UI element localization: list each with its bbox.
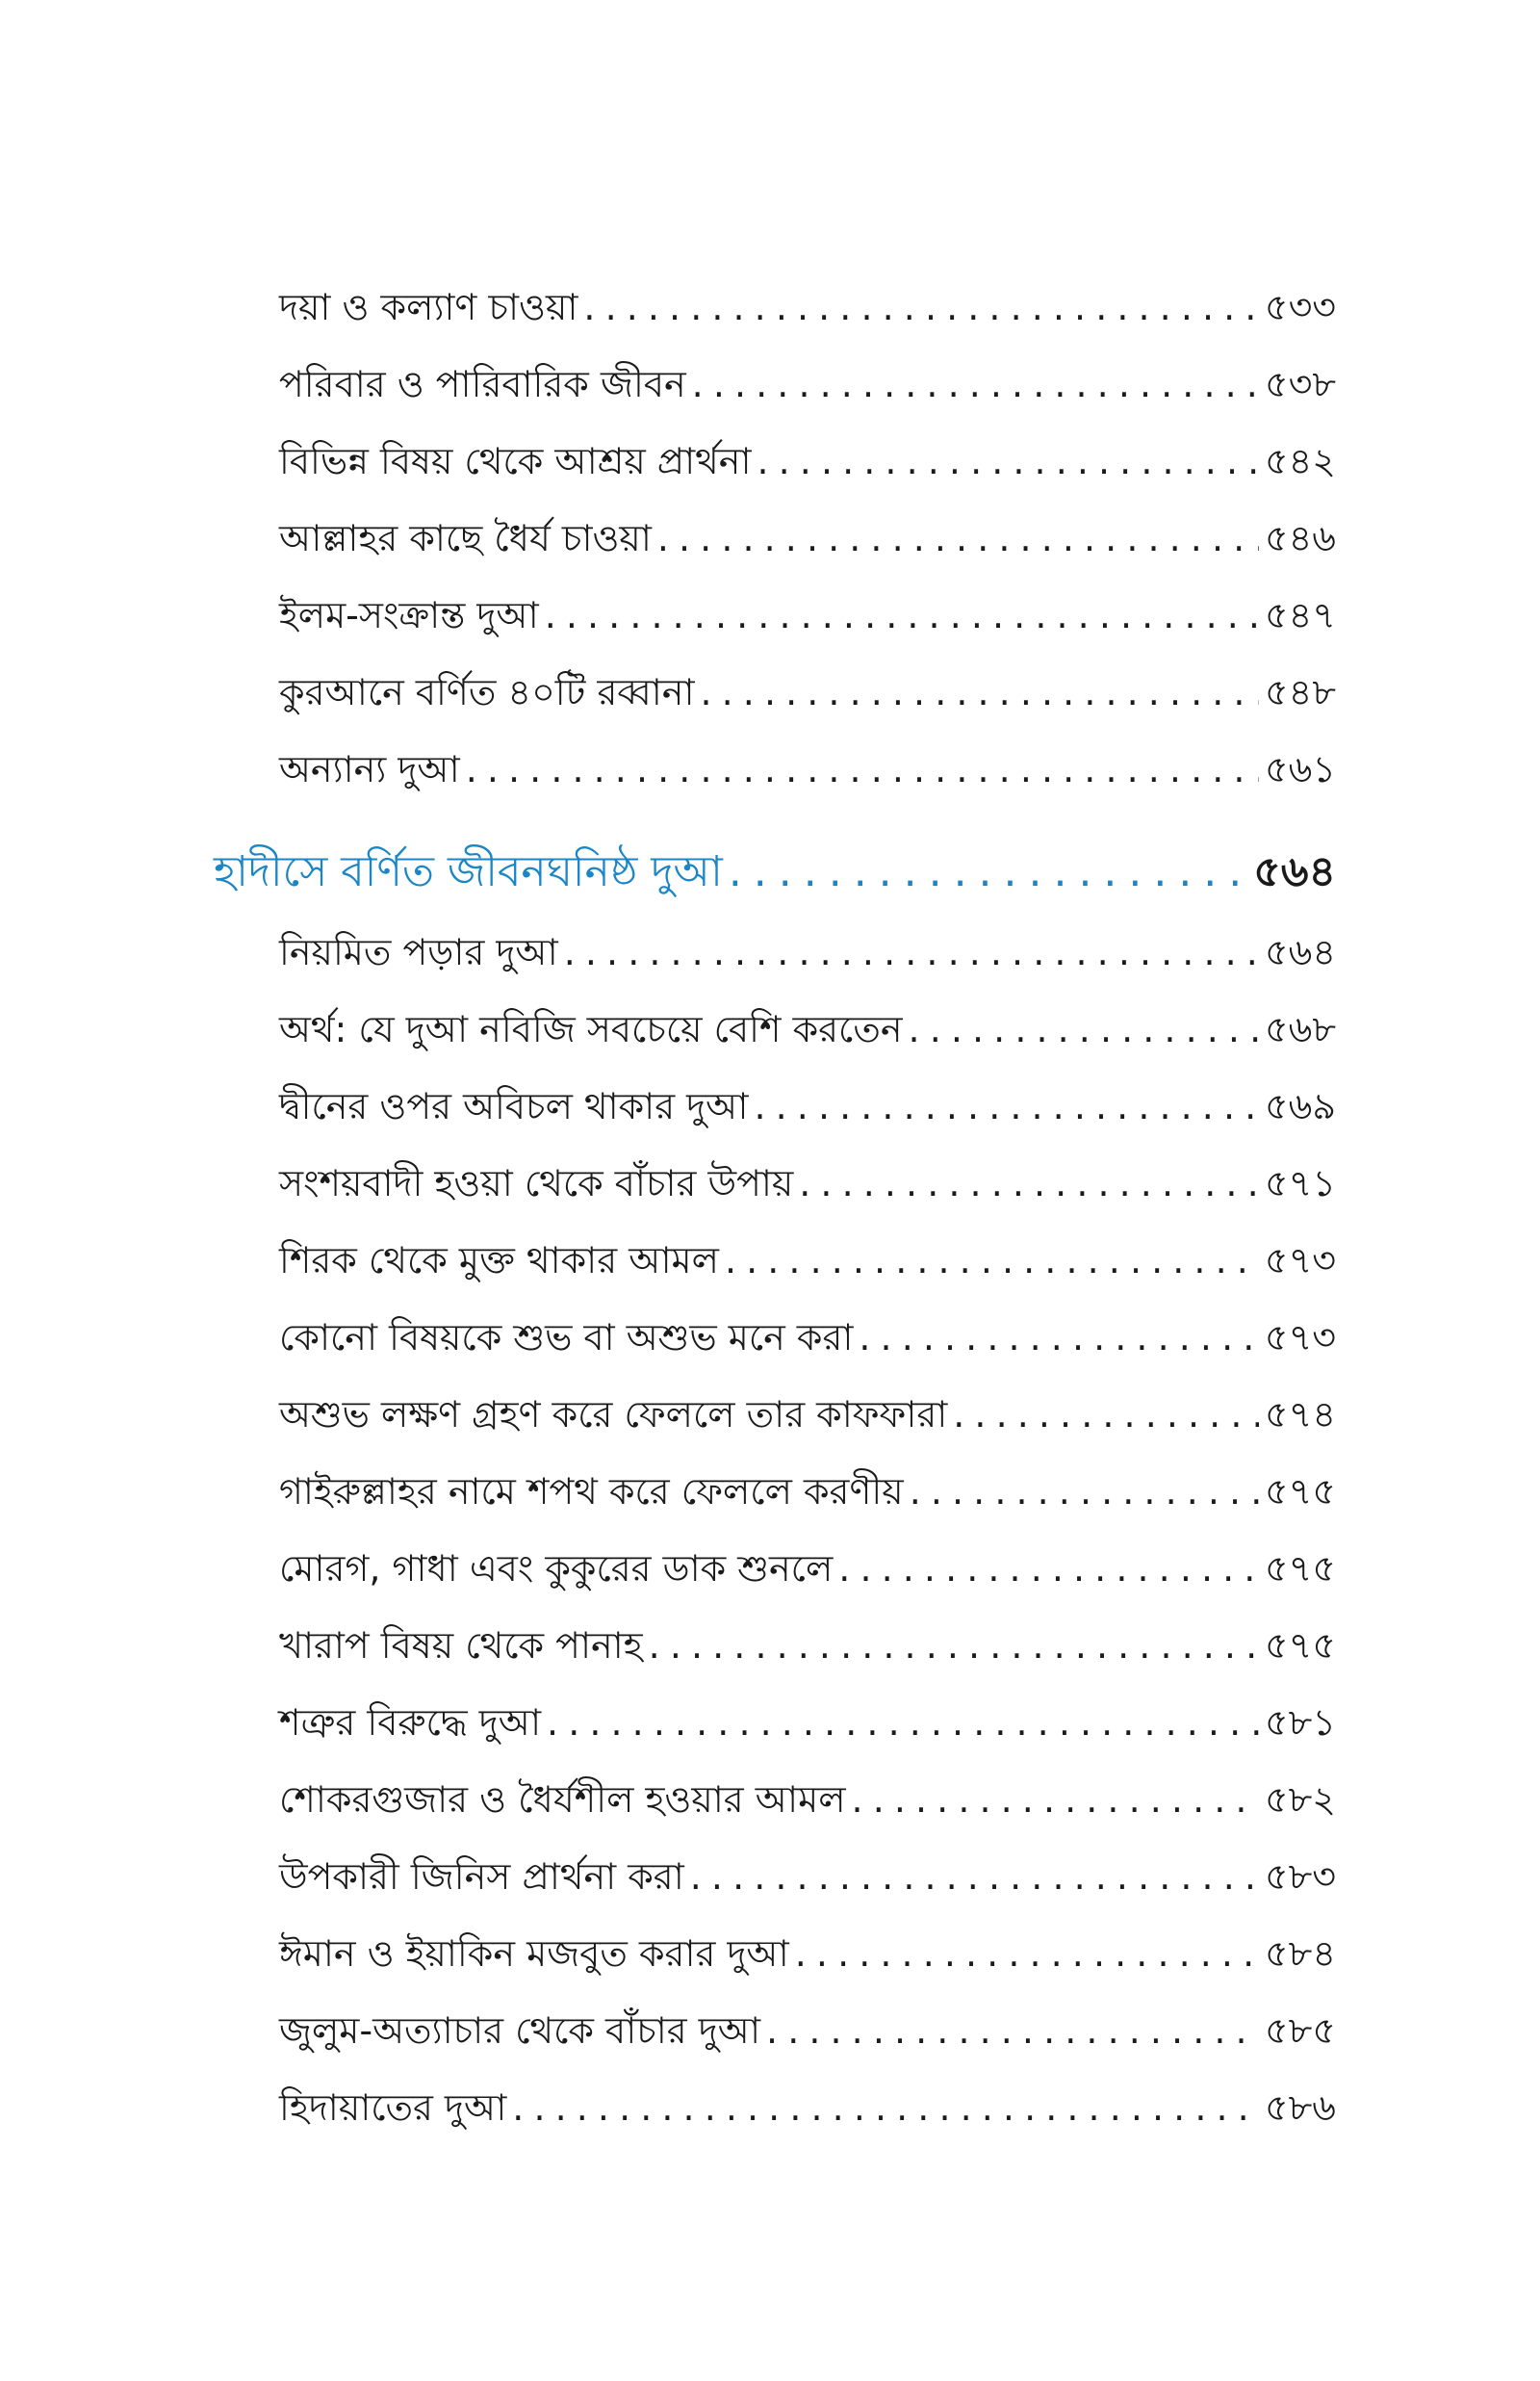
- dot-leader: [547, 1701, 1259, 1744]
- dot-leader: [838, 1547, 1259, 1590]
- dot-leader: [729, 847, 1247, 896]
- toc-entry[interactable]: [279, 1309, 1336, 1371]
- toc-entry-title: হিদায়াতের দুআ: [279, 2086, 507, 2129]
- toc-entry-page: ৫৭৩: [1264, 1239, 1336, 1281]
- toc-entry-page: ৫৭৫: [1264, 1624, 1336, 1667]
- toc-entry-page: ৫৪২: [1264, 440, 1336, 482]
- toc-entry[interactable]: [279, 2080, 1336, 2141]
- toc-entry-page: ৫৭৪: [1264, 1393, 1336, 1436]
- toc-entry[interactable]: [279, 924, 1336, 986]
- toc-entry[interactable]: [279, 433, 1336, 495]
- toc-entry[interactable]: [279, 1540, 1336, 1602]
- toc-entry-title: কুরআনে বর্ণিত ৪০টি রব্বানা: [279, 671, 695, 713]
- toc-entry-page: ৫৮৬: [1264, 2086, 1336, 2129]
- toc-entry[interactable]: [279, 1232, 1336, 1294]
- toc-entry[interactable]: [279, 279, 1336, 341]
- toc-entry-title: শোকরগুজার ও ধৈর্যশীল হওয়ার আমল: [279, 1778, 846, 1821]
- dot-leader: [859, 1316, 1259, 1359]
- toc-entry-page: ৫৭১: [1264, 1162, 1336, 1204]
- toc-entry-page: ৫৮২: [1264, 1778, 1336, 1821]
- toc-entry-title: মোরগ, গাধা এবং কুকুরের ডাক শুনলে: [279, 1547, 834, 1590]
- toc-entry-title: নিয়মিত পড়ার দুআ: [279, 931, 558, 973]
- dot-leader: [564, 931, 1259, 973]
- toc-entry-page: ৫৮১: [1265, 1701, 1336, 1744]
- toc-entry-title: উপকারী জিনিস প্রার্থনা করা: [279, 1855, 684, 1898]
- toc-entry[interactable]: [279, 1926, 1336, 1987]
- toc-entry-page: ৫৪৭: [1264, 594, 1336, 636]
- toc-entry-title: আল্লাহর কাছে ধৈর্য চাওয়া: [279, 517, 652, 559]
- dot-leader: [657, 517, 1259, 559]
- toc-entry-page: ৫৮৪: [1265, 1932, 1336, 1975]
- toc-entry-title: পরিবার ও পারিবারিক জীবন: [279, 363, 686, 405]
- toc-entry-title: সংশয়বাদী হওয়া থেকে বাঁচার উপায়: [279, 1162, 794, 1204]
- dot-leader: [953, 1393, 1259, 1436]
- dot-leader: [545, 594, 1259, 636]
- dot-leader: [754, 1085, 1259, 1127]
- toc-entry-page: ৫৩৮: [1264, 363, 1336, 405]
- toc-entry-page: ৫৮৩: [1264, 1855, 1336, 1898]
- toc-entry[interactable]: [279, 1695, 1336, 1756]
- dot-leader: [757, 440, 1258, 482]
- toc-entry-page: ৫৬৯: [1264, 1085, 1336, 1127]
- toc-entry-page: ৫৪৮: [1265, 671, 1336, 713]
- toc-entry-page: ৫৭৩: [1264, 1316, 1336, 1359]
- toc-entry-title: ইলম-সংক্রান্ত দুআ: [279, 594, 539, 636]
- toc-entry-page: ৫৭৫: [1264, 1547, 1336, 1590]
- toc-entry-page: ৫৬৮: [1264, 1008, 1336, 1050]
- toc-entry[interactable]: [279, 1849, 1336, 1910]
- toc-entry-title: দ্বীনের ওপর অবিচল থাকার দুআ: [279, 1085, 749, 1127]
- toc-entry[interactable]: [279, 2003, 1336, 2064]
- toc-entry-title: গাইরুল্লাহর নামে শপথ করে ফেললে করণীয়: [279, 1470, 904, 1513]
- dot-leader: [766, 2009, 1259, 2052]
- toc-entry[interactable]: [279, 1463, 1336, 1525]
- section-page: ৫৬৪: [1253, 847, 1336, 896]
- toc-entry-page: ৫৮৫: [1265, 2009, 1336, 2052]
- toc-entry[interactable]: [279, 1155, 1336, 1217]
- toc-entry[interactable]: [279, 510, 1336, 572]
- dot-leader: [649, 1624, 1259, 1667]
- toc-entry-title: অর্থ: যে দুআ নবিজি সবচেয়ে বেশি করতেন: [279, 1008, 903, 1050]
- toc-entry-title: অন্যান্য দুআ: [279, 748, 460, 790]
- dot-leader: [725, 1239, 1259, 1281]
- dot-leader: [799, 1162, 1259, 1204]
- toc-entry-page: ৫৪৬: [1264, 517, 1336, 559]
- toc-entry-title: দয়া ও কল্যাণ চাওয়া: [279, 286, 578, 328]
- toc-entry[interactable]: [279, 587, 1336, 649]
- toc-entry-title: জুলুম-অত্যাচার থেকে বাঁচার দুআ: [279, 2009, 761, 2052]
- toc-entry[interactable]: [279, 1001, 1336, 1063]
- toc-entry-title: অশুভ লক্ষণ গ্রহণ করে ফেললে তার কাফফারা: [279, 1393, 948, 1436]
- toc-entry[interactable]: [279, 664, 1336, 726]
- toc-entry-title: খারাপ বিষয় থেকে পানাহ: [279, 1624, 643, 1667]
- toc-entry-title: ঈমান ও ইয়াকিন মজবুত করার দুআ: [279, 1932, 789, 1975]
- toc-entry[interactable]: [279, 741, 1336, 803]
- toc-entry-title: বিভিন্ন বিষয় থেকে আশ্রয় প্রার্থনা: [279, 440, 752, 482]
- toc-entry-title: শত্রুর বিরুদ্ধে দুআ: [279, 1701, 542, 1744]
- dot-leader: [466, 748, 1259, 790]
- dot-leader: [852, 1778, 1259, 1821]
- dot-leader: [512, 2086, 1259, 2129]
- toc-entry-title: কোনো বিষয়কে শুভ বা অশুভ মনে করা: [279, 1316, 854, 1359]
- toc-entry[interactable]: [279, 1078, 1336, 1140]
- dot-leader: [692, 363, 1259, 405]
- toc-entry-page: ৫৭৫: [1264, 1470, 1336, 1513]
- dot-leader: [909, 1008, 1259, 1050]
- dot-leader: [910, 1470, 1259, 1513]
- toc-entry-page: ৫৬১: [1264, 748, 1336, 790]
- toc-entry-page: ৫৬৪: [1264, 931, 1336, 973]
- dot-leader: [583, 286, 1259, 328]
- toc-entry[interactable]: [279, 1772, 1336, 1833]
- dot-leader: [700, 671, 1259, 713]
- toc-entry[interactable]: [279, 356, 1336, 418]
- toc-entry[interactable]: [279, 1386, 1336, 1448]
- toc-entry[interactable]: [279, 1618, 1336, 1679]
- toc-section-heading[interactable]: [214, 840, 1336, 910]
- dot-leader: [690, 1855, 1259, 1898]
- section-title: হাদীসে বর্ণিত জীবনঘনিষ্ঠ দুআ: [214, 847, 723, 896]
- dot-leader: [795, 1932, 1259, 1975]
- toc-entry-title: শিরক থেকে মুক্ত থাকার আমল: [279, 1239, 719, 1281]
- toc-entry-page: ৫৩৩: [1264, 286, 1336, 328]
